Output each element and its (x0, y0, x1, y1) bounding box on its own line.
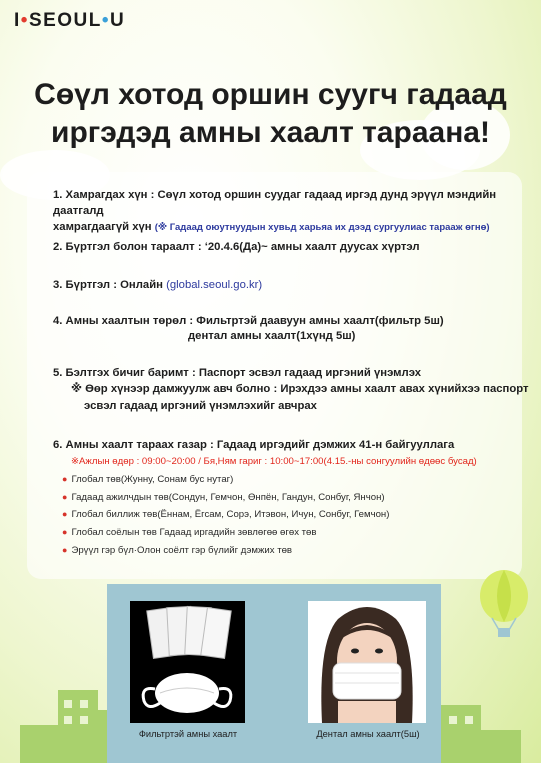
window-decoration (80, 716, 88, 724)
bullet-icon: ● (62, 527, 68, 537)
window-decoration (449, 716, 457, 724)
item-distribution-places: 6. Амны хаалт тараах газар : Гадаад иргэдийг дэмжих 41-н байгууллага (53, 439, 455, 451)
filter-mask-caption: Фильтртэй амны хаалт (138, 729, 238, 739)
filter-mask-icon (130, 601, 245, 723)
documents-note: ※ Өөр хүнээр дамжуулж авч болно : Ирэхдээ амны хаалт авах хүнийхээ паспорт (71, 383, 529, 395)
building-decoration (481, 730, 521, 763)
page-title (0, 76, 541, 152)
bullet-icon: ● (62, 474, 68, 484)
bullet-icon: ● (62, 492, 68, 502)
target-note: (※ Гадаад оюутнуудын хувьд харьяа их дээд сургуулиас тарааж өгнө) (154, 222, 490, 233)
location-item: ● Эрүүл гэр бүл·Олон соёлт гэр бүлийг дэмжих төв (62, 545, 293, 556)
window-decoration (64, 700, 72, 708)
registration-link[interactable]: (global.seoul.go.kr) (166, 279, 263, 291)
window-decoration (80, 700, 88, 708)
bullet-icon: ● (62, 509, 68, 519)
seoul-logo: I•SEOUL•U (14, 10, 126, 31)
documents-note-2: эсвэл гадаад иргэний үнэмлэхийг авчрах (84, 400, 317, 412)
item-mask-type: 4. Амны хаалтын төрөл : Фильтртэй даавуун амны хаалт(фильтр 5ш) (53, 315, 444, 327)
mask-type-dental: дентал амны хаалт(1хүнд 5ш) (188, 330, 356, 342)
opening-hours: ※Ажлын өдөр : 09:00~20:00 / Бя,Ням гариг : 10:00~17:00(4.15.-ны сонгуулийн өдөөс бусад) (71, 456, 477, 467)
dental-mask-caption: Дентал амны хаалт(5ш) (316, 729, 420, 739)
item-registration: 3. Бүртгэл : Онлайн (global.seoul.go.kr) (53, 279, 263, 291)
location-item: ● Глобал төв(Жунну, Сонам бус нутаг) (62, 474, 234, 485)
title-line-2: иргэдэд амны хаалт тараана! (51, 116, 490, 149)
dental-mask-image (308, 601, 426, 723)
woman-dental-mask-icon (308, 601, 426, 723)
item-documents: 5. Бэлтгэх бичиг баримт : Паспорт эсвэл гадаад иргэний үнэмлэх (53, 367, 422, 379)
hot-air-balloon-icon (476, 570, 532, 643)
building-decoration (20, 725, 58, 763)
item-registration-period: 2. Бүртгэл болон тараалт : ‘20.4.6(Да)~ амны хаалт дуусах хүртэл (53, 241, 420, 253)
filter-mask-image (130, 601, 245, 723)
bullet-icon: ● (62, 545, 68, 555)
location-item: ● Гадаад ажилчдын төв(Сондун, Гемчон, Өнпён, Гандун, Сонбуг, Янчон) (62, 492, 385, 503)
building-decoration (441, 705, 481, 763)
item-target: 1. Хамрагдах хүн : Сөүл хотод оршин суудаг гадаад иргэд дунд эрүүл мэндийн даатгалд хамрагдаагүй хүн (※ Гадаад оюутнуудын хувьд харьяа их дээд сургуулиас тарааж өгнө) (53, 189, 497, 233)
location-item: ● Глобал биллиж төв(Ённам, Ёгсам, Сорэ, Итэвон, Ичун, Сонбуг, Гемчон) (62, 509, 390, 520)
title-line-1: Сөүл хотод оршин суугч гадаад (34, 78, 507, 111)
window-decoration (465, 716, 473, 724)
window-decoration (64, 716, 72, 724)
location-item: ● Глобал соёлын төв Гадаад иргадийн зөвлөгөө өгөх төв (62, 527, 317, 538)
